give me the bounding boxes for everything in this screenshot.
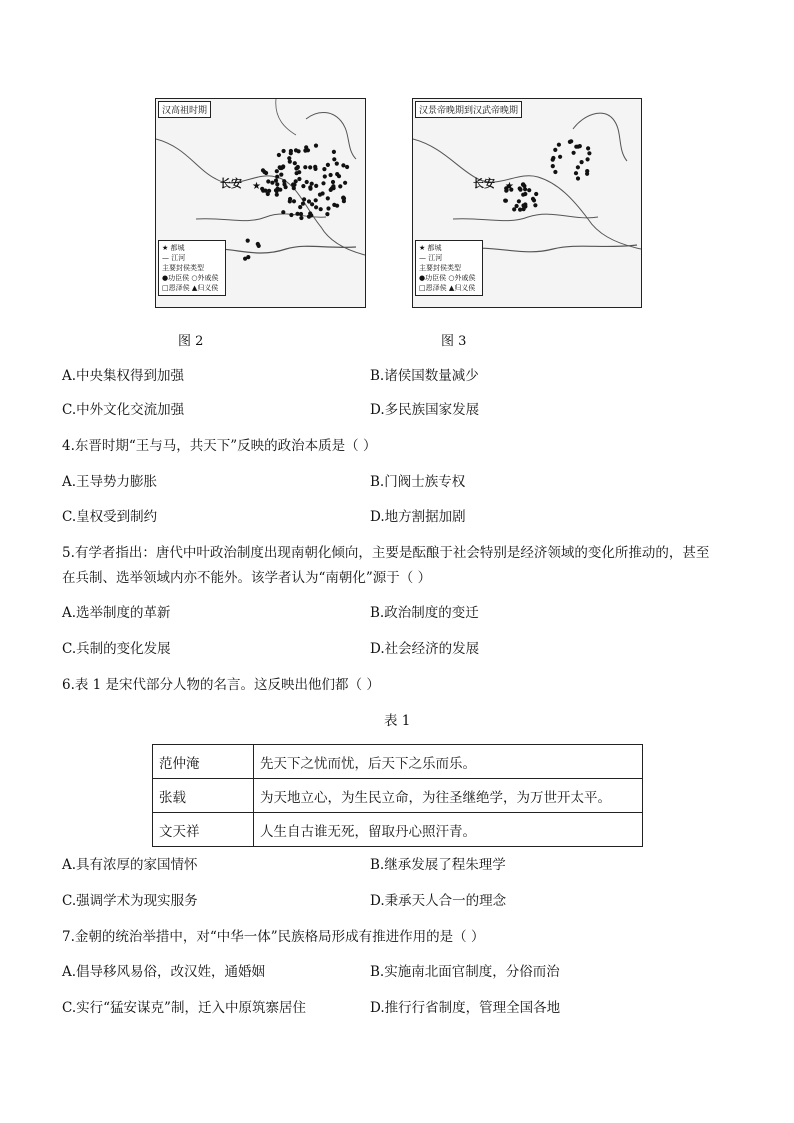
q5-option-a[interactable]: A.选举制度的革新 xyxy=(62,605,171,621)
fief-marker xyxy=(288,160,292,164)
table-cell-name: 张载 xyxy=(153,779,254,813)
fief-marker xyxy=(282,149,286,153)
fief-marker xyxy=(518,188,522,192)
legend-types-line2: □恩泽侯 ▲归义侯 xyxy=(162,284,219,292)
fief-marker xyxy=(323,174,327,178)
q6-table-title: 表 1 xyxy=(384,713,411,729)
fief-marker xyxy=(517,199,521,203)
fief-marker xyxy=(572,151,576,155)
q7-option-d[interactable]: D.推行行省制度，管理全国各地 xyxy=(370,1000,561,1016)
fief-marker xyxy=(266,179,270,183)
fief-marker xyxy=(314,184,318,188)
q3-option-b[interactable]: B.诸侯国数量减少 xyxy=(370,368,479,384)
fief-marker xyxy=(326,163,330,167)
fief-marker xyxy=(332,157,336,161)
table-row xyxy=(153,745,643,779)
fief-marker xyxy=(302,197,306,201)
map3-legend xyxy=(415,240,483,296)
fief-marker xyxy=(313,165,317,169)
fief-marker xyxy=(523,192,527,196)
capital-star-icon: ★ xyxy=(505,181,514,192)
legend-capital: ★ 都城 xyxy=(162,244,185,252)
legend-river: — 江河 xyxy=(162,254,186,262)
fief-marker xyxy=(576,176,580,180)
fief-marker xyxy=(310,182,314,186)
q7-option-c[interactable]: C.实行“猛安谋克”制，迁入中原筑寨居住 xyxy=(62,1000,306,1016)
fief-marker xyxy=(512,207,516,211)
fief-marker xyxy=(331,180,335,184)
fief-marker xyxy=(307,199,311,203)
fief-marker xyxy=(293,161,297,165)
fief-marker xyxy=(257,244,261,248)
table-row xyxy=(153,779,643,813)
legend-river: — 江河 xyxy=(419,254,443,262)
fief-marker xyxy=(292,183,296,187)
fief-marker xyxy=(331,184,335,188)
fief-marker xyxy=(314,198,318,202)
fief-marker xyxy=(308,211,312,215)
fief-marker xyxy=(578,144,582,148)
fief-marker xyxy=(345,165,349,169)
q4-option-b[interactable]: B.门阀士族专权 xyxy=(370,474,466,490)
q4-option-a[interactable]: A.王导势力膨胀 xyxy=(62,474,158,490)
q5-option-c[interactable]: C.兵制的变化发展 xyxy=(62,641,171,657)
fief-marker xyxy=(310,202,314,206)
q5-option-d[interactable]: D.社会经济的发展 xyxy=(370,641,480,657)
fief-marker xyxy=(267,189,271,193)
map2-legend xyxy=(158,240,226,296)
fief-marker xyxy=(292,199,296,203)
capital-star-icon: ★ xyxy=(252,181,261,192)
table-cell-quote: 为天地立心，为生民立命，为往圣继绝学，为万世开太平。 xyxy=(254,779,643,813)
fief-marker xyxy=(586,157,590,161)
fief-marker xyxy=(275,193,279,197)
fief-marker xyxy=(301,184,305,188)
fief-marker xyxy=(326,206,330,210)
q3-option-a[interactable]: A.中央集权得到加强 xyxy=(62,368,185,384)
fief-marker xyxy=(299,212,303,216)
map-figure-2 xyxy=(155,98,366,308)
fief-marker xyxy=(281,165,285,169)
fief-marker xyxy=(308,165,312,169)
q5-option-b[interactable]: B.政治制度的变迁 xyxy=(370,605,479,621)
fief-marker xyxy=(341,163,345,167)
fief-marker xyxy=(553,148,557,152)
fief-marker xyxy=(580,160,584,164)
fief-marker xyxy=(275,169,279,173)
fief-marker xyxy=(282,182,286,186)
quotes-table xyxy=(152,744,643,847)
fief-marker xyxy=(288,199,292,203)
fief-marker xyxy=(297,149,301,153)
fief-marker xyxy=(321,181,325,185)
fief-marker xyxy=(261,168,265,172)
fief-marker xyxy=(308,185,312,189)
fief-marker xyxy=(277,153,281,157)
fief-marker xyxy=(246,239,250,243)
fief-marker xyxy=(304,145,308,149)
fief-marker xyxy=(335,162,339,166)
fief-marker xyxy=(515,204,519,208)
table-cell-quote: 先天下之忧而忧，后天下之乐而乐。 xyxy=(254,745,643,779)
fief-marker xyxy=(297,177,301,181)
fief-marker xyxy=(322,167,326,171)
fief-marker xyxy=(574,171,578,175)
q5-stem-line2: 在兵制、选举领域内亦不能外。该学者认为“南朝化”源于（ ） xyxy=(62,570,432,586)
figure-3-caption: 图 3 xyxy=(441,334,467,349)
fief-marker xyxy=(314,205,318,209)
fief-marker xyxy=(299,216,303,220)
fief-marker xyxy=(576,165,580,169)
map3-city-label: 长安 xyxy=(473,177,495,190)
q4-option-c[interactable]: C.皇权受到制约 xyxy=(62,509,158,525)
q6-option-b[interactable]: B.继承发展了程朱理学 xyxy=(370,857,506,873)
fief-marker xyxy=(587,151,591,155)
map2-city-label: 长安 xyxy=(220,177,242,190)
legend-types-line1: ●功臣侯 ○外戚侯 xyxy=(162,274,219,282)
fief-marker xyxy=(338,184,342,188)
fief-marker xyxy=(585,169,589,173)
fief-marker xyxy=(319,207,323,211)
fief-marker xyxy=(305,180,309,184)
q7-option-b[interactable]: B.实施南北面官制度，分俗而治 xyxy=(370,964,560,980)
legend-types-line1: ●功臣侯 ○外戚侯 xyxy=(419,274,476,282)
fief-marker xyxy=(343,181,347,185)
figure-2-caption: 图 2 xyxy=(178,334,204,349)
fief-marker xyxy=(553,170,557,174)
fief-marker xyxy=(341,196,345,200)
fief-marker xyxy=(289,149,293,153)
table-cell-quote: 人生自古谁无死，留取丹心照汗青。 xyxy=(254,813,643,847)
table-cell-name: 范仲淹 xyxy=(153,745,254,779)
fief-marker xyxy=(335,204,339,208)
fief-marker xyxy=(274,179,278,183)
fief-marker xyxy=(569,139,573,143)
fief-marker xyxy=(243,257,247,261)
map3-title: 汉景帝晚期到汉武帝晚期 xyxy=(415,101,522,118)
q6-option-a[interactable]: A.具有浓厚的家国情怀 xyxy=(62,857,198,873)
map2-title: 汉高祖时期 xyxy=(158,101,211,118)
fief-marker xyxy=(296,165,300,169)
map-figure-3 xyxy=(412,98,642,308)
q7-stem: 7.金朝的统治举措中，对“中华一体”民族格局形成有推进作用的是（ ） xyxy=(62,929,485,945)
fief-marker xyxy=(298,205,302,209)
fief-marker xyxy=(527,188,531,192)
q6-option-c[interactable]: C.强调学术为现实服务 xyxy=(62,893,198,909)
fief-marker xyxy=(518,208,522,212)
q5-stem-line1: 5.有学者指出：唐代中叶政治制度出现南朝化倾向，主要是酝酿于社会特别是经济领域的变化所推动的，甚至 xyxy=(62,545,710,561)
fief-marker xyxy=(326,196,330,200)
fief-marker xyxy=(279,173,283,177)
legend-capital: ★ 都城 xyxy=(419,244,442,252)
fief-marker xyxy=(504,199,508,203)
q3-option-c[interactable]: C.中外文化交流加强 xyxy=(62,402,185,418)
fief-marker xyxy=(533,203,537,207)
fief-marker xyxy=(521,203,525,207)
fief-marker xyxy=(586,146,590,150)
fief-marker xyxy=(289,213,293,217)
q3-option-d[interactable]: D.多民族国家发展 xyxy=(370,402,480,418)
fief-marker xyxy=(521,182,525,186)
fief-marker xyxy=(342,199,346,203)
fief-marker xyxy=(557,143,561,147)
fief-marker xyxy=(270,181,274,185)
fief-marker xyxy=(325,212,329,216)
fief-marker xyxy=(278,188,282,192)
table-row xyxy=(153,813,643,847)
fief-marker xyxy=(532,198,536,202)
fief-marker xyxy=(275,175,279,179)
fief-marker xyxy=(318,193,322,197)
fief-marker xyxy=(558,155,562,159)
fief-marker xyxy=(314,144,318,148)
fief-marker xyxy=(335,172,339,176)
fief-marker xyxy=(332,150,336,154)
fief-marker xyxy=(303,165,307,169)
q6-stem: 6.表 1 是宋代部分人物的名言。这反映出他们都（ ） xyxy=(62,677,380,693)
q7-option-a[interactable]: A.倡导移风易俗，改汉姓，通婚姻 xyxy=(62,964,266,980)
table-cell-name: 文天祥 xyxy=(153,813,254,847)
fief-marker xyxy=(534,192,538,196)
legend-types-heading: 主要封侯类型 xyxy=(162,264,204,272)
fief-marker xyxy=(551,164,555,168)
fief-marker xyxy=(295,171,299,175)
fief-marker xyxy=(301,202,305,206)
fief-marker xyxy=(275,182,279,186)
q4-option-d[interactable]: D.地方割据加剧 xyxy=(370,509,466,525)
q6-option-d[interactable]: D.秉承天人合一的理念 xyxy=(370,893,507,909)
legend-types-line2: □恩泽侯 ▲归义侯 xyxy=(419,284,476,292)
q4-stem: 4.东晋时期“王与马，共天下”反映的政治本质是（ ） xyxy=(62,438,377,454)
fief-marker xyxy=(329,173,333,177)
fief-marker xyxy=(551,158,555,162)
legend-types-heading: 主要封侯类型 xyxy=(419,264,461,272)
fief-marker xyxy=(281,210,285,214)
